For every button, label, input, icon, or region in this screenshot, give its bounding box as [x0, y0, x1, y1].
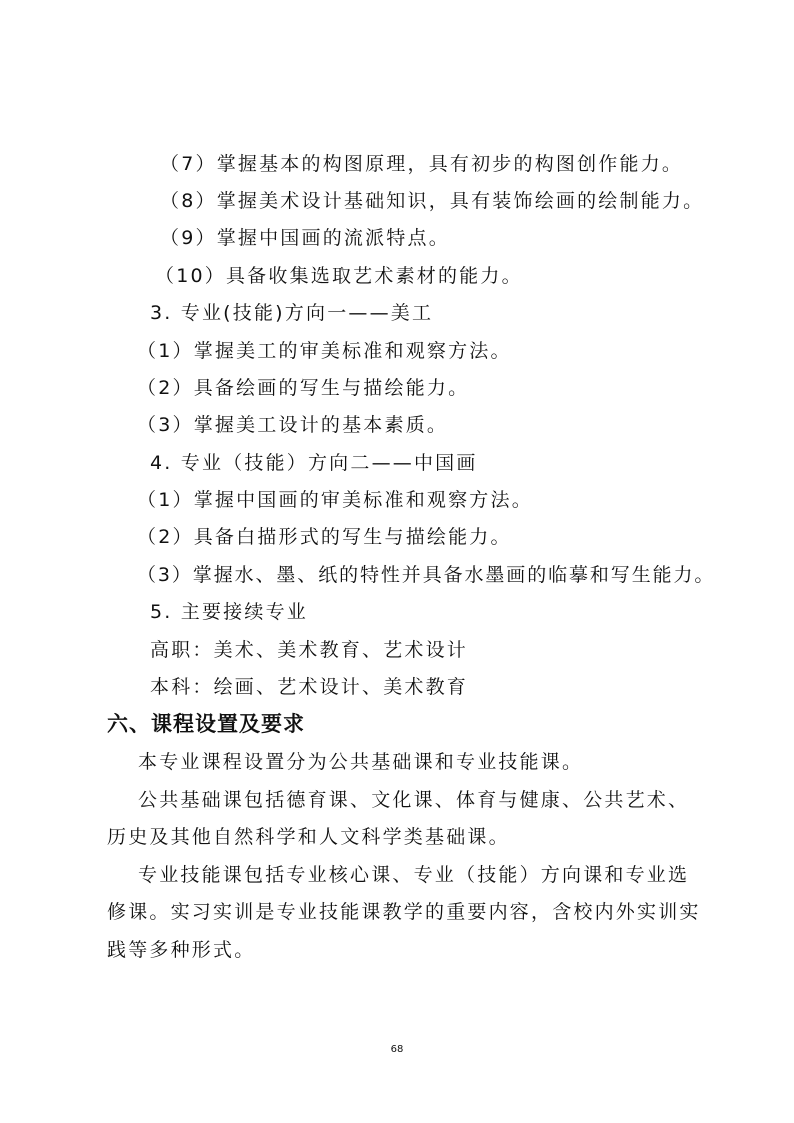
paragraph-line: 修课。实习实训是专业技能课教学的重要内容，含校内外实训实 — [107, 901, 701, 923]
subsection-heading-4: 4. 专业（技能）方向二——中国画 — [150, 452, 478, 474]
list-item-10: （10）具备收集选取艺术素材的能力。 — [155, 265, 523, 287]
list-item-3-1: （1）掌握美工的审美标准和观察方法。 — [137, 340, 512, 362]
list-item-4-2: （2）具备白描形式的写生与描绘能力。 — [137, 526, 512, 548]
list-item-9: （9）掌握中国画的流派特点。 — [160, 227, 450, 249]
list-item-3-3: （3）掌握美工设计的基本素质。 — [137, 414, 449, 436]
paragraph-line: 专业技能课包括专业核心课、专业（技能）方向课和专业选 — [138, 864, 690, 886]
paragraph-line: 本专业课程设置分为公共基础课和专业技能课。 — [138, 751, 584, 773]
list-item-3-2: （2）具备绘画的写生与描绘能力。 — [137, 377, 470, 399]
list-item-4-3: （3）掌握水、墨、纸的特性并具备水墨画的临摹和写生能力。 — [137, 564, 716, 586]
paragraph-line: 公共基础课包括德育课、文化课、体育与健康、公共艺术、 — [138, 789, 690, 811]
page-number: 68 — [390, 1044, 404, 1055]
paragraph-line: 践等多种形式。 — [107, 939, 256, 961]
list-item-7: （7）掌握基本的构图原理，具有初步的构图创作能力。 — [160, 153, 684, 175]
paragraph-line: 历史及其他自然科学和人文科学类基础课。 — [107, 826, 510, 848]
subsection-heading-5: 5. 主要接续专业 — [150, 601, 308, 623]
list-item-4-1: （1）掌握中国画的审美标准和观察方法。 — [137, 489, 533, 511]
continuation-vocational: 高职：美术、美术教育、艺术设计 — [150, 639, 469, 661]
subsection-heading-3: 3. 专业(技能)方向一——美工 — [150, 302, 434, 324]
section-heading: 六、课程设置及要求 — [107, 712, 305, 736]
continuation-undergraduate: 本科：绘画、艺术设计、美术教育 — [150, 676, 469, 698]
list-item-8: （8）掌握美术设计基础知识，具有装饰绘画的绘制能力。 — [160, 190, 705, 212]
